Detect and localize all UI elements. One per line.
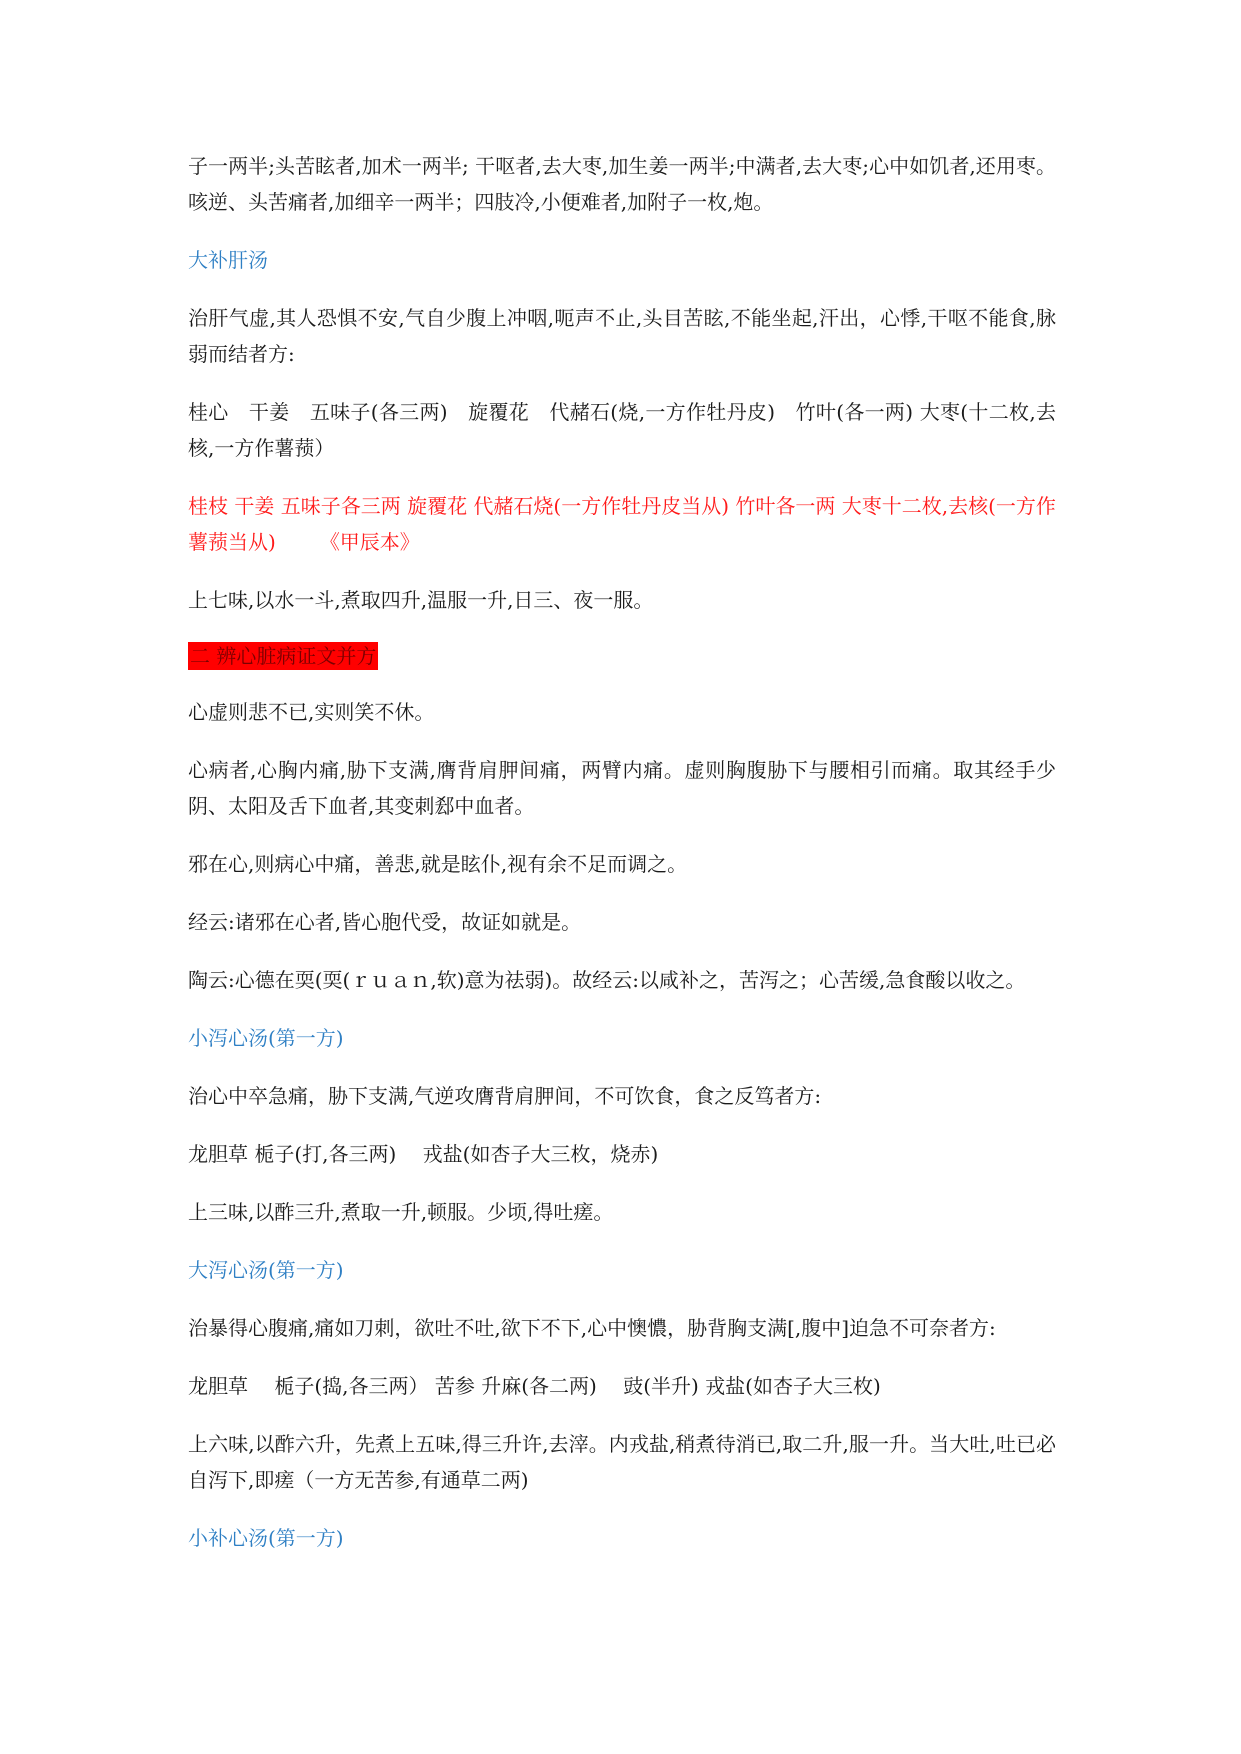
paragraph-liver-modifications: 子一两半;头苦眩者,加术一两半; 干呕者,去大枣,加生姜一两半;中满者,去大枣;心中如饥者,还用枣。咳逆、头苦痛者,加细辛一两半；四肢冷,小便难者,加附子一枚,炮。	[188, 154, 1056, 214]
paragraph-da-xie-indication: 治暴得心腹痛,痛如刀刺，欲吐不吐,欲下不下,心中懊憹，胁背胸支满[,腹中]迫急不可奈者方:	[188, 1316, 996, 1340]
jiachen-variant-text: 桂枝 干姜 五味子各三两 旋覆花 代赭石烧(一方作牡丹皮当从) 竹叶各一两 大枣十二枚,去核(一方作薯蓣当从)	[188, 494, 1056, 554]
paragraph-liver-preparation: 上七味,以水一斗,煮取四升,温服一升,日三、夜一服。	[188, 588, 654, 612]
paragraph-liver-ingredients: 桂心 干姜 五味子(各三两) 旋覆花 代赭石(烧,一方作牡丹皮) 竹叶(各一两) 大枣(十二枚,去核,一方作薯蓣）	[188, 400, 1056, 460]
document-page	[188, 148, 1056, 1578]
heading-xiao-bu-xin-tang: 小补心汤(第一方)	[188, 1526, 344, 1550]
paragraph-jiachen-variant	[188, 488, 1056, 560]
section-heading-row	[188, 640, 1056, 676]
heading-da-xie-xin-tang: 大泻心汤(第一方)	[188, 1258, 344, 1282]
section-heading-heart: 二 辨心脏病证文并方	[190, 644, 377, 668]
paragraph-xiao-xie-indication: 治心中卒急痛，胁下支满,气逆攻膺背肩胛间，不可饮食，食之反笃者方:	[188, 1084, 822, 1108]
paragraph-jing-yun: 经云:诸邪在心者,皆心胞代受，故证如就是。	[188, 910, 582, 934]
jiachen-source-label: 《甲辰本》	[319, 530, 420, 554]
paragraph-heart-deficiency: 心虚则悲不已,实则笑不休。	[188, 700, 435, 724]
paragraph-da-xie-preparation: 上六味,以酢六升，先煮上五味,得三升许,去滓。内戎盐,稍煮待消已,取二升,服一升。当大吐,吐已必自泻下,即瘥（一方无苦参,有通草二两)	[188, 1432, 1056, 1492]
heading-xiao-xie-xin-tang: 小泻心汤(第一方)	[188, 1026, 344, 1050]
paragraph-xiao-xie-preparation: 上三味,以酢三升,煮取一升,顿服。少顷,得吐瘥。	[188, 1200, 614, 1224]
paragraph-heart-disease: 心病者,心胸内痛,胁下支满,膺背肩胛间痛，两臂内痛。虚则胸腹胁下与腰相引而痛。取其经手少阴、太阳及舌下血者,其变刺郄中血者。	[188, 758, 1056, 818]
paragraph-evil-in-heart: 邪在心,则病心中痛，善悲,就是眩仆,视有余不足而调之。	[188, 852, 688, 876]
paragraph-da-xie-ingredients: 龙胆草 栀子(捣,各三两） 苦参 升麻(各二两) 豉(半升) 戎盐(如杏子大三枚)	[188, 1374, 881, 1398]
heading-da-bu-gan-tang: 大补肝汤	[188, 248, 268, 272]
paragraph-xiao-xie-ingredients: 龙胆草 栀子(打,各三两) 戎盐(如杏子大三枚，烧赤)	[188, 1142, 659, 1166]
paragraph-liver-indication: 治肝气虚,其人恐惧不安,气自少腹上冲咽,呃声不止,头目苦眩,不能坐起,汗出，心悸,干呕不能食,脉弱而结者方:	[188, 306, 1056, 366]
paragraph-tao-yun: 陶云:心德在耎(耎(ｒｕａｎ,软)意为祛弱)。故经云:以咸补之，苦泻之；心苦缓,急食酸以收之。	[188, 968, 1026, 992]
